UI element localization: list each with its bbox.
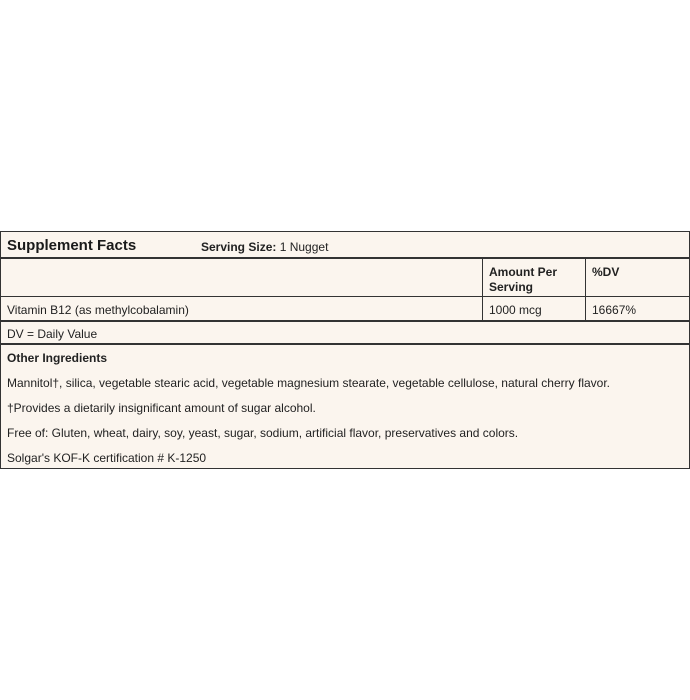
- nutrient-name-cell: [1, 297, 483, 320]
- dv-note-row: [1, 322, 689, 345]
- facts-header: [1, 232, 689, 259]
- column-header-dv: %DV: [592, 265, 620, 279]
- other-ingredients-section: [1, 345, 689, 468]
- table-row: [1, 297, 689, 322]
- serving-size: [201, 240, 328, 254]
- column-header-amount-line2: Serving: [489, 280, 534, 294]
- ingredients-line: Mannitol†, silica, vegetable stearic acid, vegetable magnesium stearate, vegetable cellulose, natural cherry flavor.: [7, 376, 610, 390]
- dv-note: DV = Daily Value: [7, 327, 98, 341]
- free-of-line: Free of: Gluten, wheat, dairy, soy, yeast, sugar, sodium, artificial flavor, preservatives and colors.: [7, 426, 519, 440]
- nutrient-name: Vitamin B12 (as methylcobalamin): [7, 303, 189, 317]
- facts-title: Supplement Facts: [7, 237, 137, 254]
- column-header-nutrient: [1, 259, 483, 296]
- column-header-amount: [483, 259, 586, 296]
- column-header-row: [1, 259, 689, 297]
- nutrient-amount: 1000 mcg: [489, 303, 542, 317]
- serving-size-label: Serving Size:: [201, 240, 277, 254]
- nutrient-dv: 16667%: [592, 303, 637, 317]
- nutrient-amount-cell: [483, 297, 586, 320]
- other-ingredients-title: Other Ingredients: [7, 351, 108, 365]
- certification-line: Solgar's KOF-K certification # K-1250: [7, 451, 207, 465]
- nutrient-dv-cell: [586, 297, 689, 320]
- supplement-facts-panel: [0, 231, 690, 469]
- column-header-amount-line1: Amount Per: [489, 265, 558, 279]
- sugar-alcohol-note: †Provides a dietarily insignificant amount of sugar alcohol.: [7, 401, 316, 415]
- serving-size-value: 1 Nugget: [279, 240, 329, 254]
